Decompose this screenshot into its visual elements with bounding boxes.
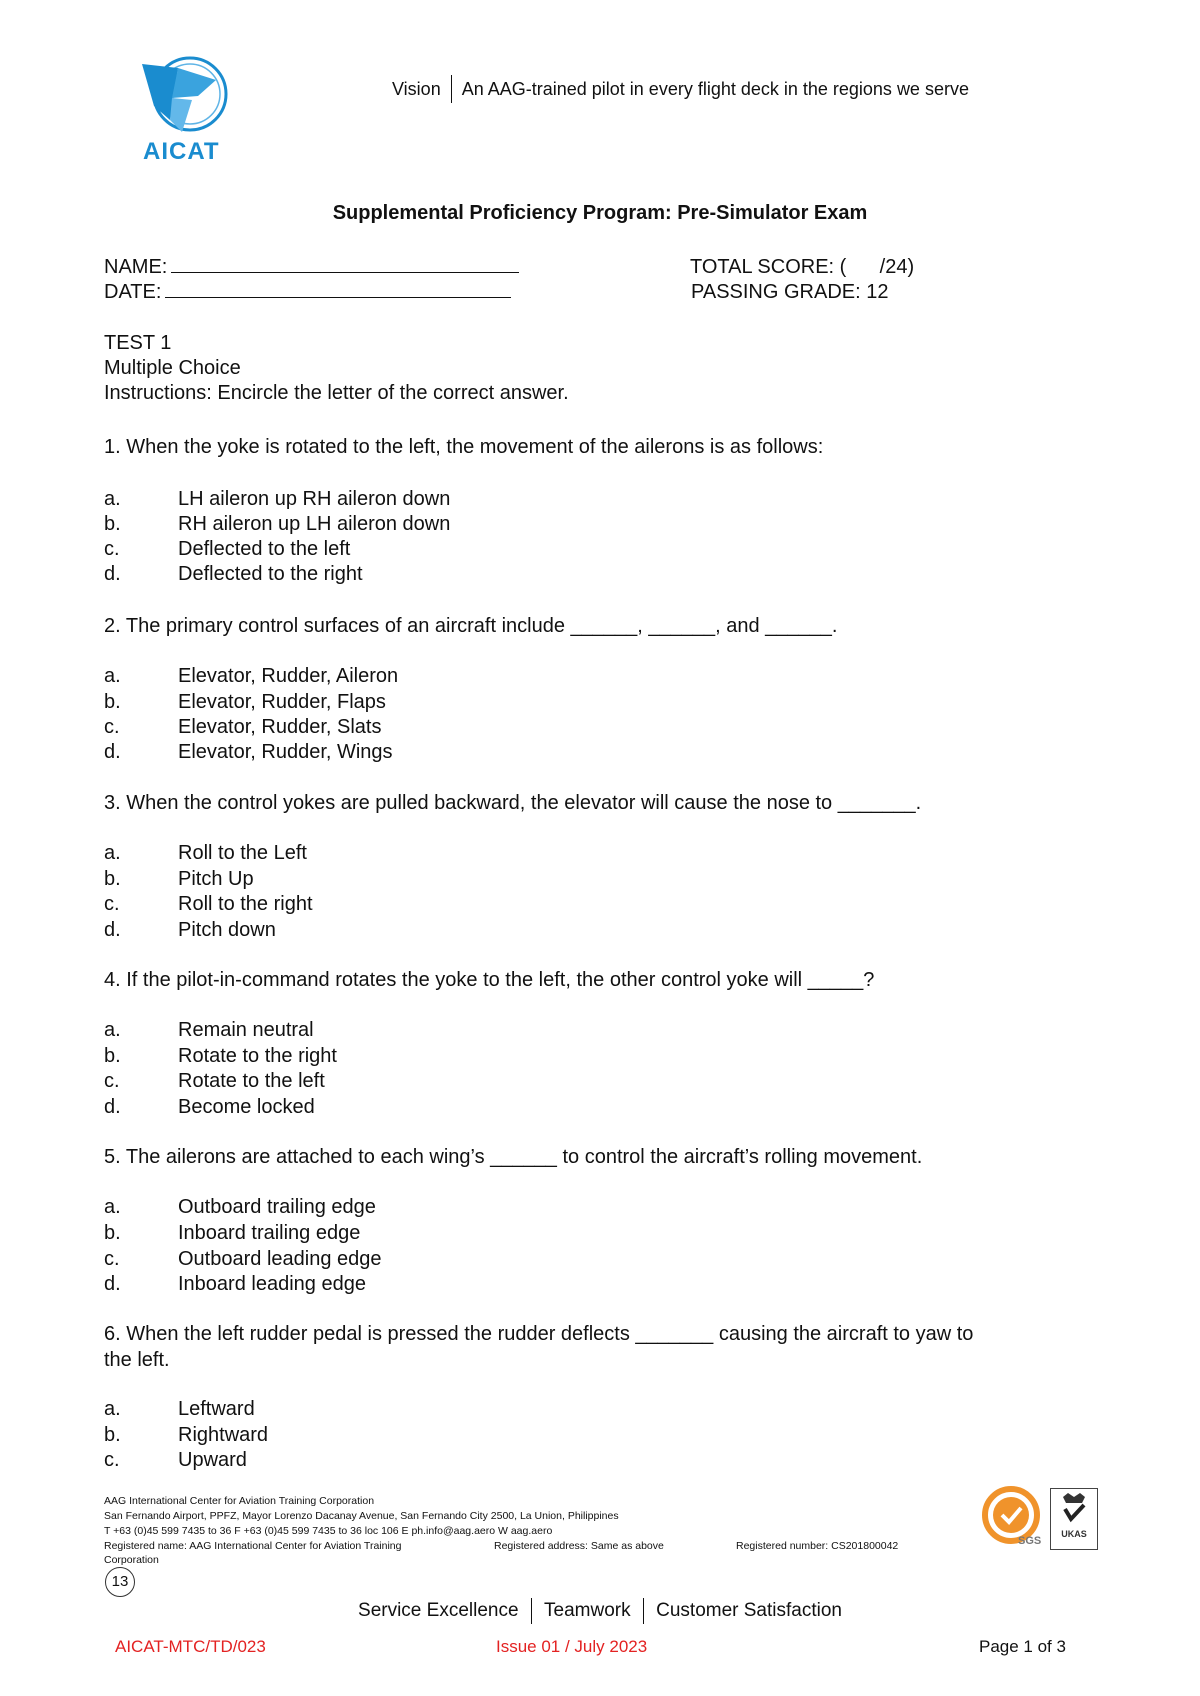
exam-title: Supplemental Proficiency Program: Pre-Simulator Exam: [332, 202, 868, 224]
ukas-label: UKAS: [1061, 1529, 1087, 1539]
option-5c[interactable]: [104, 1246, 382, 1272]
option-text: Deflected to the left: [178, 538, 351, 560]
option-letter: a.: [104, 665, 121, 687]
option-letter: a.: [104, 1398, 121, 1420]
option-6b[interactable]: [104, 1422, 268, 1448]
option-letter: a.: [104, 1019, 121, 1041]
option-text: Rightward: [178, 1424, 269, 1446]
footer-contact: T +63 (0)45 599 7435 to 36 F +63 (0)45 599 7435 to 36 loc 106 E ph.info@aag.aero W aag.aero: [104, 1525, 553, 1537]
name-line: [104, 254, 519, 280]
total-score: TOTAL SCORE: ( /24): [690, 256, 915, 278]
option-4d[interactable]: [104, 1094, 315, 1120]
option-text: Roll to the Left: [178, 842, 307, 864]
option-text: Inboard trailing edge: [178, 1222, 361, 1244]
question-4: 4. If the pilot-in-command rotates the yoke to the left, the other control yoke will _____?: [104, 969, 875, 991]
divider: [451, 75, 452, 103]
option-2d[interactable]: [104, 739, 393, 765]
option-text: Outboard trailing edge: [178, 1196, 376, 1218]
option-3c[interactable]: [104, 891, 313, 917]
option-4b[interactable]: [104, 1043, 337, 1069]
option-text: Leftward: [178, 1398, 255, 1420]
instructions: Instructions: Encircle the letter of the correct answer.: [104, 382, 569, 404]
option-5d[interactable]: [104, 1271, 366, 1297]
option-text: Become locked: [178, 1096, 315, 1118]
name-label: NAME:: [104, 256, 168, 278]
option-letter: d.: [104, 919, 121, 941]
option-text: Outboard leading edge: [178, 1248, 382, 1270]
option-letter: d.: [104, 563, 121, 585]
option-letter: a.: [104, 1196, 121, 1218]
option-letter: d.: [104, 1273, 121, 1295]
date-field[interactable]: [165, 279, 511, 298]
option-text: Upward: [178, 1449, 247, 1471]
issue-date: Issue 01 / July 2023: [496, 1637, 648, 1656]
logo-text: AICAT: [143, 138, 220, 165]
option-text: Pitch Up: [178, 868, 254, 890]
option-text: LH aileron up RH aileron down: [178, 488, 451, 510]
option-6a[interactable]: [104, 1396, 255, 1422]
option-text: Elevator, Rudder, Aileron: [178, 665, 399, 687]
sgs-certification-logo: [980, 1486, 1042, 1552]
document-code: AICAT-MTC/TD/023: [115, 1637, 266, 1656]
option-letter: b.: [104, 691, 121, 713]
option-letter: b.: [104, 1222, 121, 1244]
option-text: Deflected to the right: [178, 563, 363, 585]
option-5b[interactable]: [104, 1220, 360, 1246]
option-4c[interactable]: [104, 1068, 325, 1094]
option-3a[interactable]: [104, 840, 307, 866]
option-6c[interactable]: [104, 1447, 247, 1473]
date-label: DATE:: [104, 281, 162, 303]
question-5: 5. The ailerons are attached to each wing’s ______ to control the aircraft’s rolling movement.: [104, 1146, 923, 1168]
page-circle-number: 13: [105, 1567, 135, 1597]
vision-label: Vision: [392, 78, 441, 99]
option-text: Pitch down: [178, 919, 276, 941]
value-teamwork: Teamwork: [544, 1600, 631, 1622]
option-letter: c.: [104, 716, 120, 738]
question-6: 6. When the left rudder pedal is pressed the rudder deflects _______ causing the aircraft to yaw to: [104, 1323, 974, 1345]
option-letter: c.: [104, 538, 120, 560]
footer-address: San Fernando Airport, PPFZ, Mayor Lorenzo Dacanay Avenue, San Fernando City 2500, La Union, Philippines: [104, 1510, 619, 1522]
test-type: Multiple Choice: [104, 357, 241, 379]
option-2b[interactable]: [104, 689, 386, 715]
option-text: Rotate to the left: [178, 1070, 325, 1092]
footer-registered-name: Registered name: AAG International Center for Aviation Training: [104, 1540, 402, 1552]
option-2c[interactable]: [104, 714, 381, 740]
option-text: Elevator, Rudder, Wings: [178, 741, 393, 763]
question-2: 2. The primary control surfaces of an aircraft include ______, ______, and ______.: [104, 615, 838, 637]
option-letter: b.: [104, 513, 121, 535]
sgs-label: SGS: [1018, 1535, 1042, 1547]
option-4a[interactable]: [104, 1017, 314, 1043]
option-text: RH aileron up LH aileron down: [178, 513, 451, 535]
vision-text: An AAG-trained pilot in every flight deck in the regions we serve: [461, 78, 969, 99]
option-letter: c.: [104, 1070, 120, 1092]
option-1c[interactable]: [104, 536, 350, 562]
ukas-certification-logo: [1050, 1488, 1098, 1550]
vision-statement: [392, 75, 969, 103]
option-3d[interactable]: [104, 917, 276, 943]
option-letter: b.: [104, 1045, 121, 1067]
test-label: TEST 1: [104, 332, 172, 354]
option-letter: b.: [104, 868, 121, 890]
option-letter: a.: [104, 488, 121, 510]
option-letter: c.: [104, 1248, 120, 1270]
option-letter: d.: [104, 1096, 121, 1118]
footer-registered-name-cont: Corporation: [104, 1554, 159, 1566]
date-line: [104, 279, 511, 305]
question-3: 3. When the control yokes are pulled backward, the elevator will cause the nose to _______.: [104, 792, 922, 814]
option-letter: a.: [104, 842, 121, 864]
option-5a[interactable]: [104, 1194, 376, 1220]
footer-company: AAG International Center for Aviation Training Corporation: [104, 1495, 375, 1507]
divider: [531, 1598, 533, 1624]
company-values: [0, 1598, 1200, 1624]
option-1a[interactable]: [104, 486, 450, 512]
option-letter: d.: [104, 741, 121, 763]
option-text: Inboard leading edge: [178, 1273, 366, 1295]
option-letter: c.: [104, 893, 120, 915]
option-text: Elevator, Rudder, Flaps: [178, 691, 386, 713]
option-text: Remain neutral: [178, 1019, 314, 1041]
option-letter: c.: [104, 1449, 120, 1471]
question-1: 1. When the yoke is rotated to the left, the movement of the ailerons is as follows:: [104, 436, 824, 458]
option-letter: b.: [104, 1424, 121, 1446]
option-3b[interactable]: [104, 866, 254, 892]
option-1d[interactable]: [104, 561, 363, 587]
option-2a[interactable]: [104, 663, 398, 689]
value-customer-satisfaction: Customer Satisfaction: [656, 1600, 842, 1622]
option-text: Roll to the right: [178, 893, 313, 915]
page-indicator: Page 1 of 3: [979, 1637, 1066, 1656]
divider: [643, 1598, 645, 1624]
option-text: Rotate to the right: [178, 1045, 337, 1067]
name-field[interactable]: [171, 254, 519, 273]
passing-grade: PASSING GRADE: 12: [691, 281, 889, 303]
question-6-cont: the left.: [104, 1349, 170, 1371]
footer-registered-address: Registered address: Same as above: [494, 1540, 664, 1552]
option-1b[interactable]: [104, 511, 450, 537]
option-text: Elevator, Rudder, Slats: [178, 716, 382, 738]
value-service-excellence: Service Excellence: [358, 1600, 519, 1622]
footer-registered-number: Registered number: CS201800042: [736, 1540, 899, 1552]
